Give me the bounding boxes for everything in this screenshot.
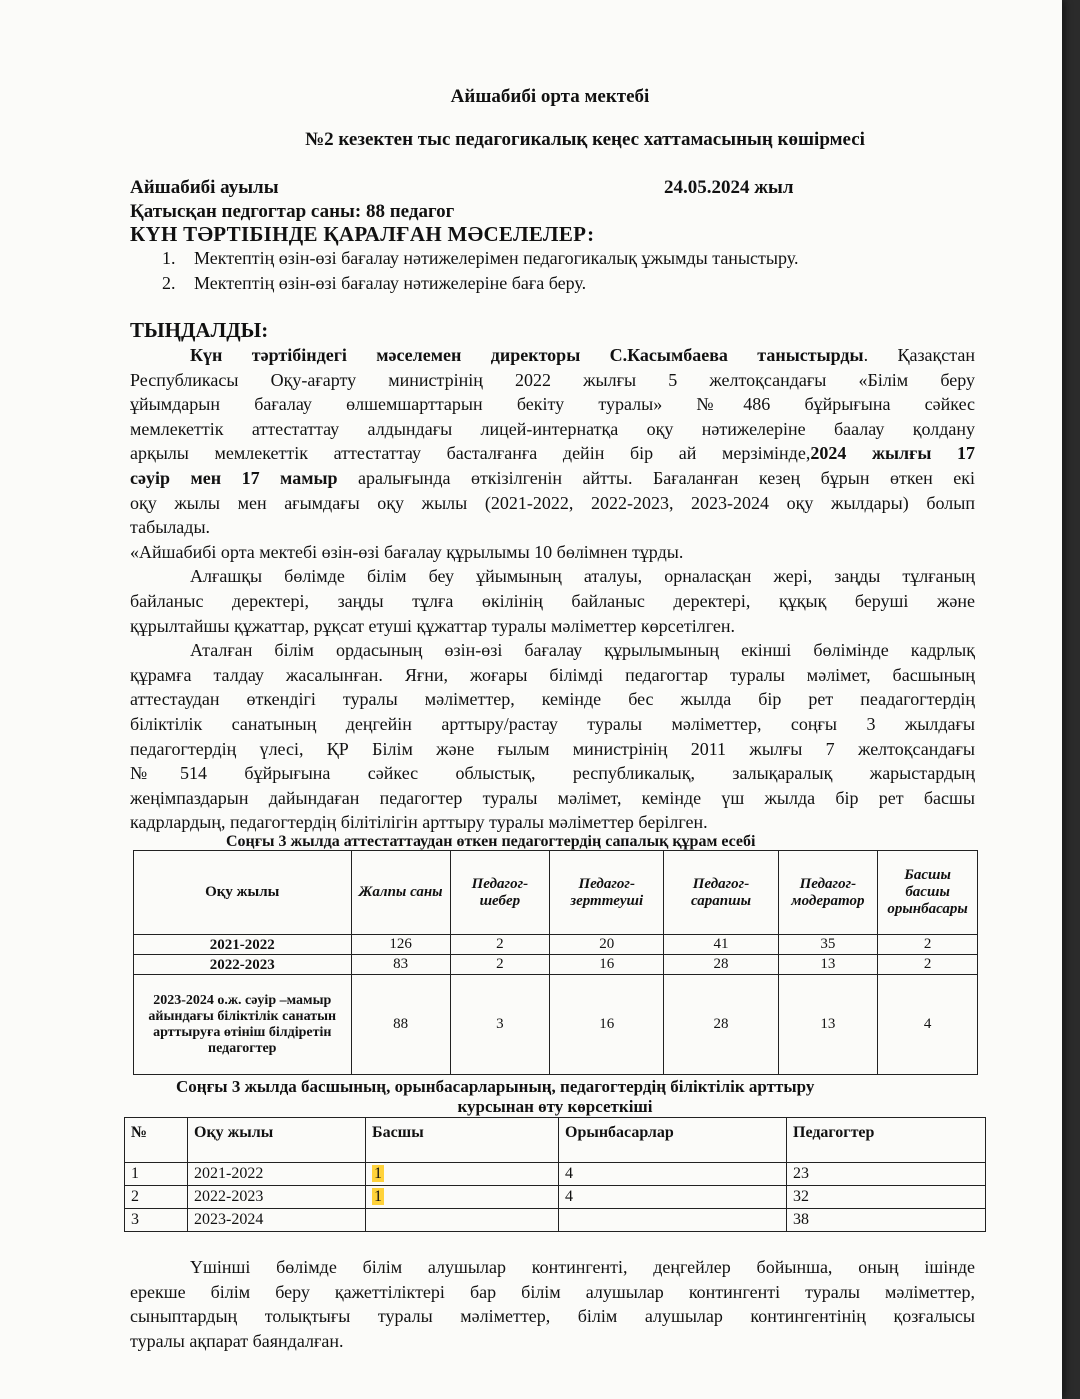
text-line: біліктілік санатының деңгейін арттыру/растау туралы мәліметтер, соңғы 3 жылдағы bbox=[130, 713, 975, 734]
text-line: құрамға талдау жасалынған. Яғни, жоғары білімді педагогтар туралы мәлімет, басшының bbox=[130, 664, 975, 685]
table-row: 1 2021-2022 1 4 23 bbox=[125, 1163, 986, 1186]
text-line: байланыс деректері, заңды тұлға өкілінің байланыс деректері, құқық беруші және bbox=[130, 590, 975, 611]
attestation-table bbox=[133, 850, 978, 1075]
text-line: сыныптардың толықтығы туралы мәліметтер, білім алушылар контингентінің қозғалысы bbox=[130, 1306, 975, 1327]
protocol-title: №2 кезектен тыс педагогикалық кеңес хаттамасының көшірмесі bbox=[305, 129, 865, 150]
participants-count: Қатысқан педгогтар саны: 88 педагог bbox=[130, 201, 455, 222]
text-line: Күн тәртібіндегі мәселемен директоры С.Касымбаева таныстырды. Қазақстан bbox=[190, 345, 975, 365]
text-line: арқылы мемлекеттік аттестаттау басталғанға дейін бір ай мерзімінде,2024 жылғы 17 bbox=[130, 443, 975, 464]
school-name: Айшабибі орта мектебі bbox=[450, 86, 650, 107]
text-line: ерекше білім беру қажеттіліктері бар білім алушылар контингенті туралы мәліметтер, bbox=[130, 1281, 975, 1302]
table-header: Жалпы саны bbox=[351, 851, 450, 935]
table-header: № bbox=[125, 1118, 188, 1163]
table-header: Педагог-зерттеуші bbox=[550, 851, 664, 935]
table-row: 2023-2024 о.ж. сәуір –мамыр айындағы біліктілік санатын арттыруға өтініш білдіретін педагогтер 88 3 16 28 13 4 bbox=[134, 975, 978, 1075]
text-line: Алғашқы бөлімде білім беу ұйымының аталуы, орналасқан жері, заңды тұлғаның bbox=[190, 566, 975, 587]
table-header: Басшы басшы орынбасары bbox=[878, 851, 978, 935]
village-name: Айшабибі ауылы bbox=[130, 177, 279, 198]
text-line: Республикасы Оқу-ағарту министрінің 2022 жылғы 5 желтоқсандағы «Білім беру bbox=[130, 369, 975, 390]
table-header: Оқу жылы bbox=[134, 851, 352, 935]
qualification-table bbox=[124, 1117, 986, 1232]
table-header: Педагог-модератор bbox=[778, 851, 878, 935]
heard-title: ТЫҢДАЛДЫ: bbox=[130, 318, 269, 342]
table2-caption-line2: курсынан өту көрсеткіші bbox=[457, 1097, 653, 1116]
document-date: 24.05.2024 жыл bbox=[664, 177, 794, 198]
text-line: жеңімпаздарын дайындаған педагогтер туралы мәлімет, кемінде үш жылда бір рет басшы bbox=[130, 787, 975, 808]
text-line: табылады. bbox=[130, 517, 211, 538]
text-line: сәуір мен 17 мамыр аралығында өткізілгенін айтты. Бағаланған кезең бұрын өткен екі bbox=[130, 467, 975, 488]
agenda-title: КҮН ТӘРТІБІНДЕ ҚАРАЛҒАН МӘСЕЛЕЛЕР: bbox=[130, 222, 595, 246]
table1-caption: Соңғы 3 жылда аттестаттаудан өткен педагогтердің сапалық құрам есебі bbox=[226, 833, 756, 850]
text-line: мемлекеттік аттестаттау алдындағы лицей-интернатқа оқу нәтижелеріне баалау қолдану bbox=[130, 418, 975, 439]
agenda-item bbox=[162, 273, 586, 294]
highlighted-value: 1 bbox=[374, 1165, 382, 1182]
agenda-item-number: 2. bbox=[162, 273, 176, 293]
text-line: аттестаудан өткендігі туралы мәліметтер, кемінде бес жылда бір рет пеадагогтердің bbox=[130, 689, 975, 710]
table-row: 3 2023-2024 38 bbox=[125, 1209, 986, 1232]
table-row: 2021-2022 126 2 20 41 35 2 bbox=[134, 935, 978, 955]
text-line: Үшінші бөлімде білім алушылар контингенті, деңгейлер бойынша, оның ішінде bbox=[190, 1257, 975, 1277]
highlighted-value: 1 bbox=[374, 1188, 382, 1205]
agenda-item-text: Мектептің өзін-өзі бағалау нәтижелеріне баға беру. bbox=[194, 273, 587, 293]
table-header: Педагогтер bbox=[787, 1118, 986, 1163]
table-header: Орынбасарлар bbox=[559, 1118, 787, 1163]
table-header: Басшы bbox=[366, 1118, 559, 1163]
text-line: №514 бұйрығына сәйкес облыстық, республикалық, залықаралық жарыстардың bbox=[130, 763, 975, 784]
paragraph-third-section bbox=[130, 1255, 975, 1353]
text-line: туралы ақпарат баяндалған. bbox=[130, 1330, 344, 1351]
table2-caption: Соңғы 3 жылда басшының, орынбасарларының, педагогтердің біліктілік арттыру bbox=[176, 1077, 815, 1096]
paragraph-heard bbox=[130, 343, 975, 835]
table-header: Оқу жылы bbox=[188, 1118, 366, 1163]
text-line: ұйымдарын бағалау өлшемшарттарын бекіту туралы» №486 бұйрығына сәйкес bbox=[130, 394, 975, 415]
agenda-item-text: Мектептің өзін-өзі бағалау нәтижелерімен педагогикалық ұжымды таныстыру. bbox=[194, 248, 799, 268]
text-line: құрылтайшы құжаттар, рұқсат етуші құжаттар туралы мәліметтер көрсетілген. bbox=[130, 615, 735, 636]
table-row: 2 2022-2023 1 4 32 bbox=[125, 1186, 986, 1209]
text-line: Аталған білім ордасының өзін-өзі бағалау құрылымының екінші бөлімінде кадрлық bbox=[190, 640, 975, 661]
table-header: Педагог-сарапшы bbox=[664, 851, 778, 935]
text-line: «Айшабибі орта мектебі өзін-өзі бағалау құрылымы 10 бөлімнен тұрды. bbox=[130, 541, 684, 562]
director-statement: Күн тәртібіндегі мәселемен директоры С.Касымбаева таныстырды bbox=[190, 345, 864, 365]
text-line: оқу жылы мен ағымдағы оқу жылы (2021-2022, 2022-2023, 2023-2024 оқу жылдары) болып bbox=[130, 492, 975, 513]
agenda-item bbox=[162, 248, 798, 269]
text-line: кадрлардың, педагогтердің білітілігін арттыру туралы мәліметтер берілген. bbox=[130, 812, 708, 833]
table-header: Педагог-шебер bbox=[450, 851, 549, 935]
text-line: педагогтердің үлесі, ҚР Білім және ғылым министрінің 2011 жылғы 7 желтоқсандағы bbox=[130, 738, 975, 759]
agenda-item-number: 1. bbox=[162, 248, 176, 268]
table-row: 2022-2023 83 2 16 28 13 2 bbox=[134, 955, 978, 975]
